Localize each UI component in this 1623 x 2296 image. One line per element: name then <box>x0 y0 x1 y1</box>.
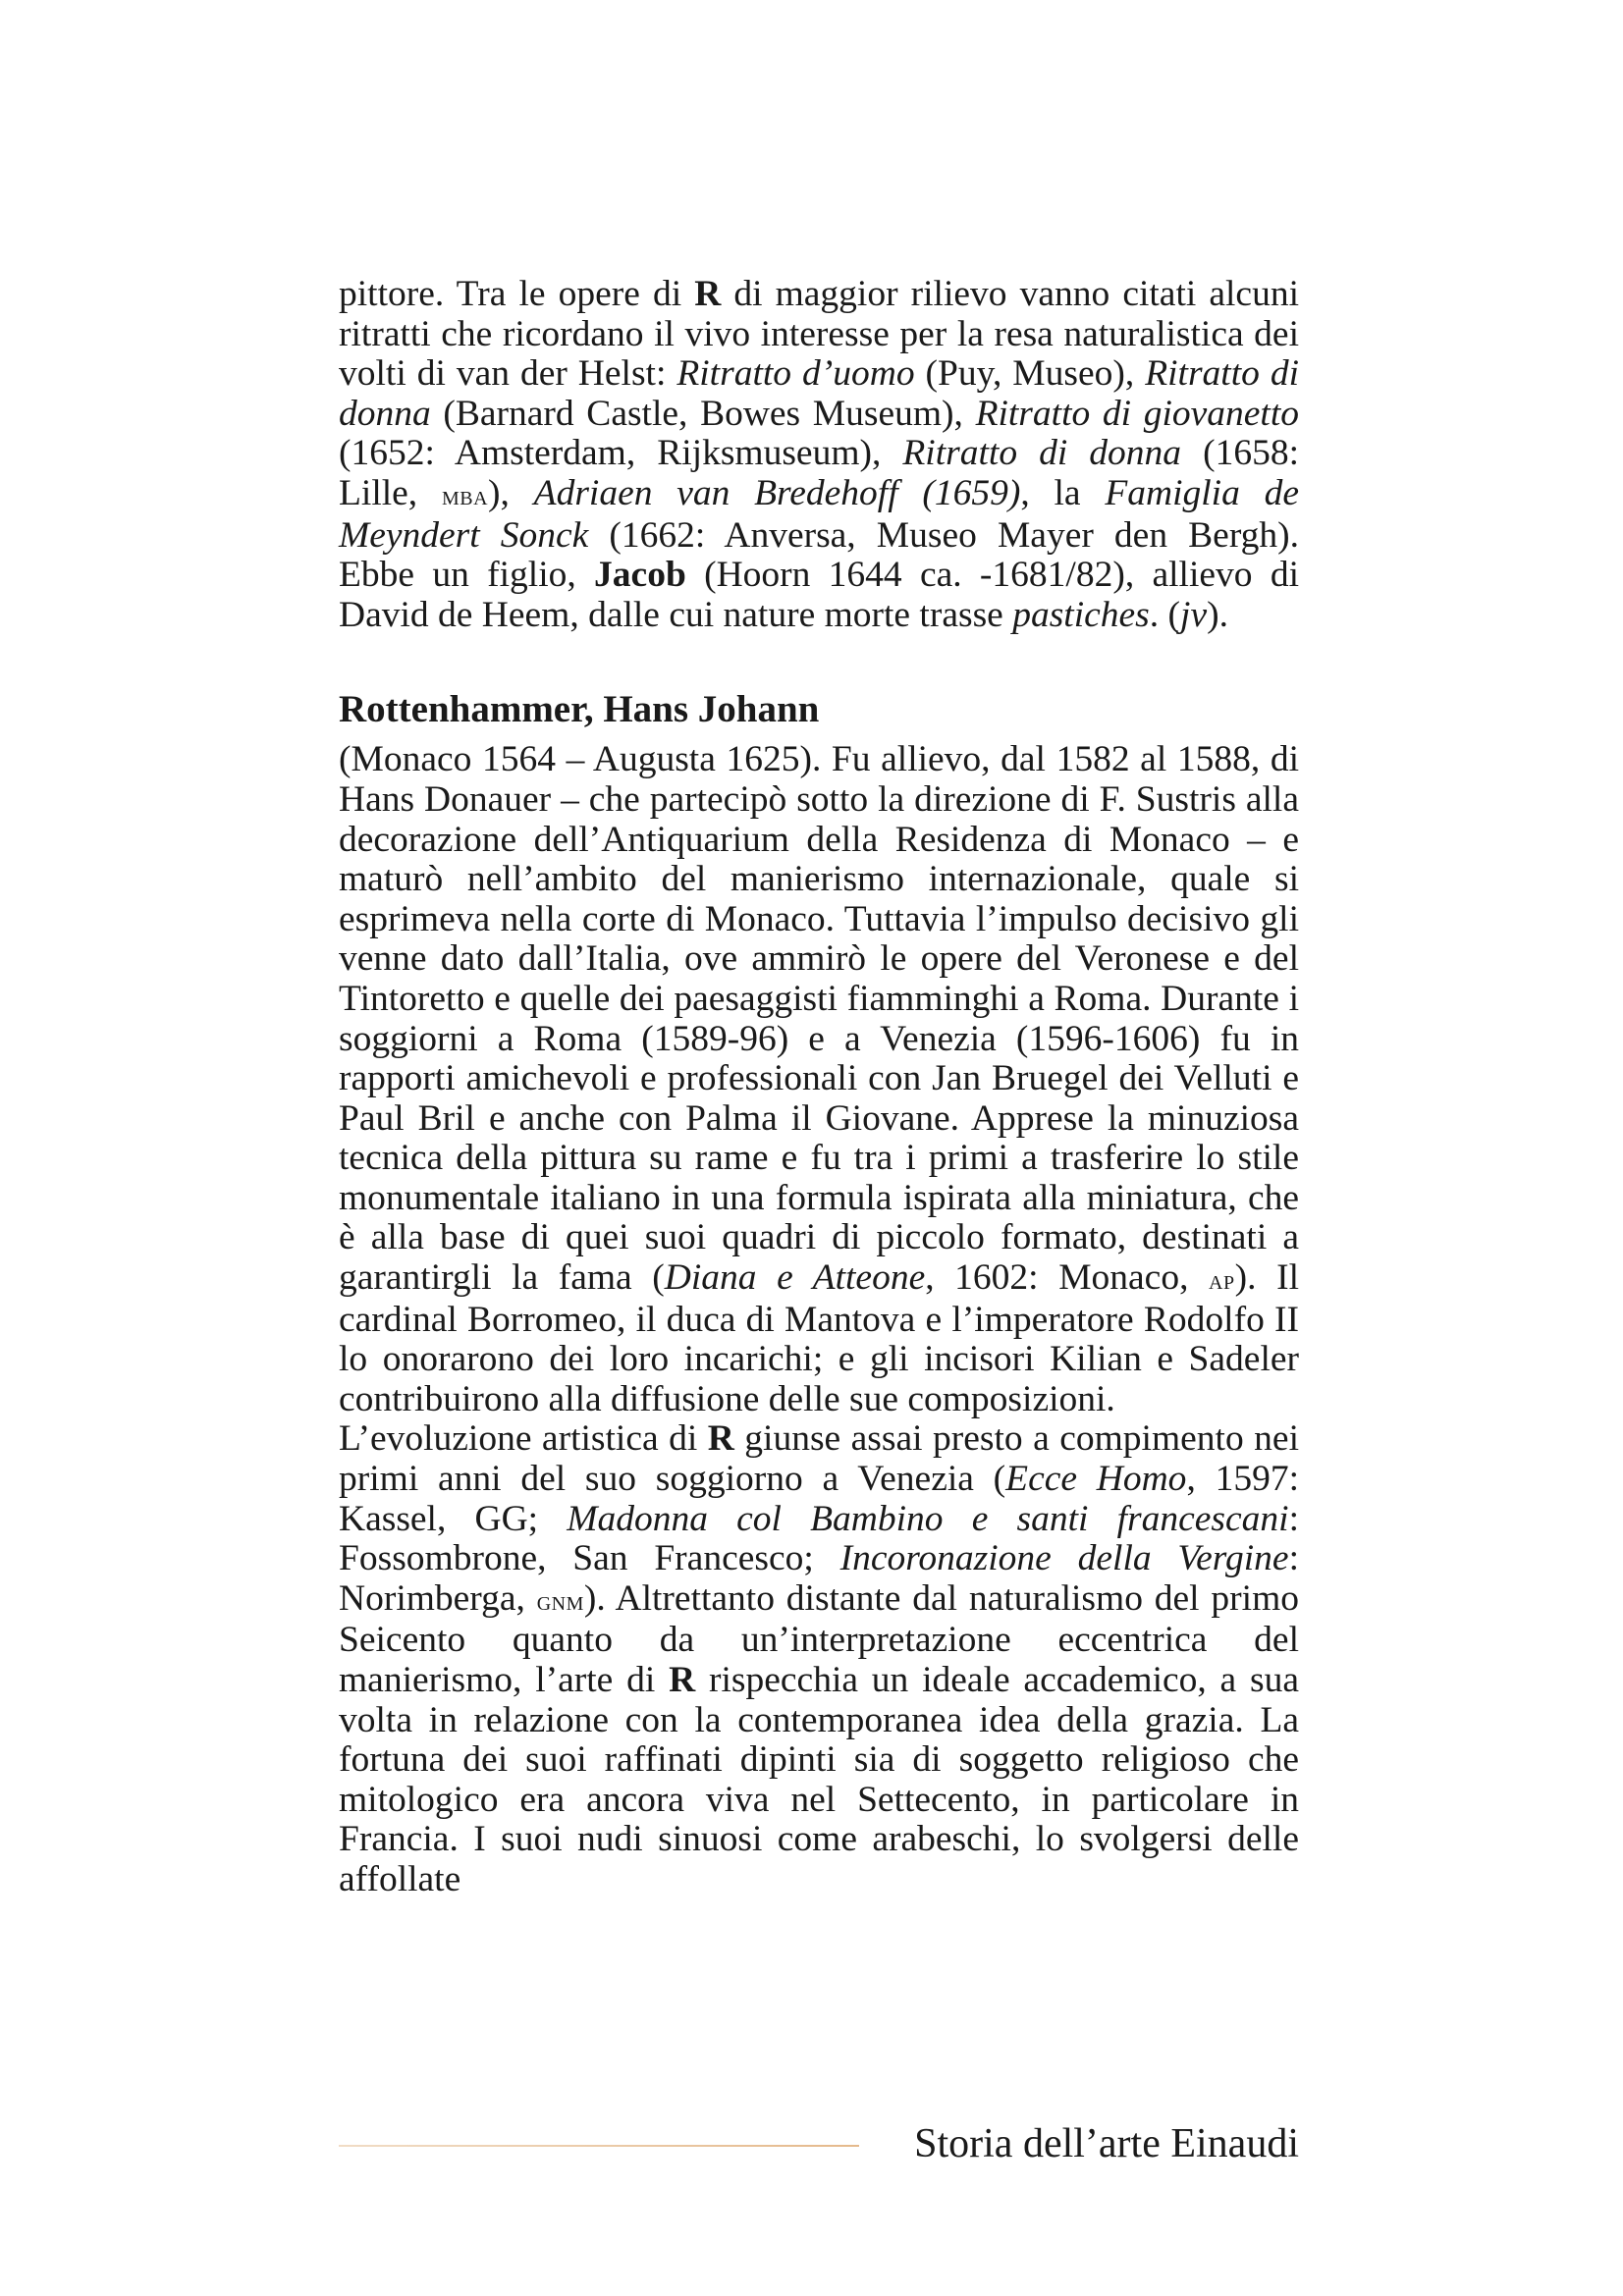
author-initials: jv <box>1180 594 1208 635</box>
work-title: Ritratto di giovanetto <box>975 393 1299 434</box>
person-name: Jacob <box>594 555 686 596</box>
text-run: di maggior rilievo vanno citati alcuni ritratti che ricordano il vivo interesse per la resa naturalistica dei volti di van der Helst: <box>339 274 1299 395</box>
paragraph-entry-2 <box>339 1419 1299 1899</box>
text-run: , 1597: Kassel, GG; <box>339 1459 1299 1539</box>
text-run: , la <box>1020 472 1106 513</box>
subject-abbrev: R <box>669 1660 696 1700</box>
text-run: (1662: Anversa, Museo Mayer den Bergh). Ebbe un figlio, <box>339 514 1299 596</box>
term: pastiches <box>1012 594 1150 635</box>
paragraph-previous-entry <box>339 275 1299 635</box>
text-run: ), <box>488 472 534 513</box>
text-run: ). Il cardinal Borromeo, il duca di Mantova e l’imperatore Rodolfo II lo onorarono dei loro incarichi; e gli incisori Kilian e Sadeler contribuirono alla diffusione delle sue composizioni. <box>339 1257 1299 1419</box>
text-run: rispecchia un ideale accademico, a sua volta in relazione con la contemporanea idea della grazia. La fortuna dei suoi raffinati dipinti sia di soggetto religioso che mitologico era ancora viva nel Settecento, in particolare in Francia. I suoi nudi sinuosi come arabeschi, lo svolgersi delle affollate <box>339 1660 1299 1899</box>
page-body <box>339 275 1299 1900</box>
subject-abbrev: R <box>707 1418 734 1460</box>
subject-abbrev: R <box>694 274 722 314</box>
museum-abbrev: gnm <box>536 1584 584 1617</box>
text-run: L’evoluzione artistica di <box>339 1418 708 1460</box>
text-run: : Fossombrone, San Francesco; <box>339 1498 1299 1579</box>
text-run: (Monaco 1564 – Augusta 1625). Fu allievo, dal 1582 al 1588, di Hans Donauer – che partecipò sotto la direzione di F. Sustris alla decorazione dell’Antiquarium della Residenza di Monaco – e maturò nell’ambito del manierismo internazionale, quale si esprimeva nella corte di Monaco. Tuttavia l’impulso decisivo gli venne dato dall’Italia, ove ammirò le opere del Veronese e del Tintoretto e quelle dei paesaggisti fiamminghi a Roma. Durante i soggiorni a Roma (1589-96) e a Venezia (1596-1606) fu in rapporti amichevoli e professionali con Jan Bruegel dei Velluti e Paul Bril e anche con Palma il Giovane. Apprese la minuziosa tecnica della pittura su rame e fu tra i primi a trasferire lo stile monumentale italiano in una formula ispirata alla miniatura, che è alla base di quei suoi quadri di piccolo formato, destinati a garantirgli la fama ( <box>339 739 1299 1299</box>
work-title: Madonna col Bambino e santi francescani <box>567 1498 1289 1539</box>
footer-title: Storia dell’arte Einaudi <box>914 2121 1299 2166</box>
footer-rule <box>339 2145 859 2147</box>
text-run: (Barnard Castle, Bowes Museum), <box>430 393 976 434</box>
text-run: (Hoorn 1644 ca. -1681/82), allievo di David de Heem, dalle cui nature morte trasse <box>339 555 1299 635</box>
work-title: Famiglia de Meyndert Sonck <box>339 472 1299 556</box>
text-run: ). Altrettanto distante dal naturalismo del primo Seicento quanto da un’interpretazione eccentrica del manierismo, l’arte di <box>339 1577 1299 1700</box>
text-run: : Norimberga, <box>339 1538 1299 1619</box>
text-run: . ( <box>1149 594 1181 635</box>
work-title: Ritratto d’uomo <box>676 353 915 395</box>
text-run: giunse assai presto a compimento nei primi anni del suo soggiorno a Venezia ( <box>339 1418 1299 1500</box>
text-run: (1652: Amsterdam, Rijksmuseum), <box>339 433 903 474</box>
text-run: , 1602: Monaco, <box>925 1257 1210 1299</box>
text-run: (1658: Lille, <box>339 433 1299 513</box>
entry-title: Rottenhammer, Hans Johann <box>339 688 820 731</box>
museum-abbrev: mba <box>441 479 489 511</box>
work-title: Ecce Homo <box>1005 1459 1187 1500</box>
text-run: ). <box>1207 594 1228 635</box>
paragraph-entry-1 <box>339 740 1299 1419</box>
work-title: Ritratto di donna <box>339 353 1300 434</box>
text-run: pittore. Tra le opere di <box>339 274 695 314</box>
work-title: Incoronazione della Vergine <box>839 1538 1289 1579</box>
text-run: (Puy, Museo), <box>914 353 1146 395</box>
work-title: Diana e Atteone <box>664 1257 926 1299</box>
work-title: Ritratto di donna <box>902 433 1182 474</box>
work-title: Adriaen van Bredehoff (1659) <box>533 472 1021 513</box>
museum-abbrev: ap <box>1209 1264 1235 1297</box>
page-footer <box>339 2115 1299 2174</box>
